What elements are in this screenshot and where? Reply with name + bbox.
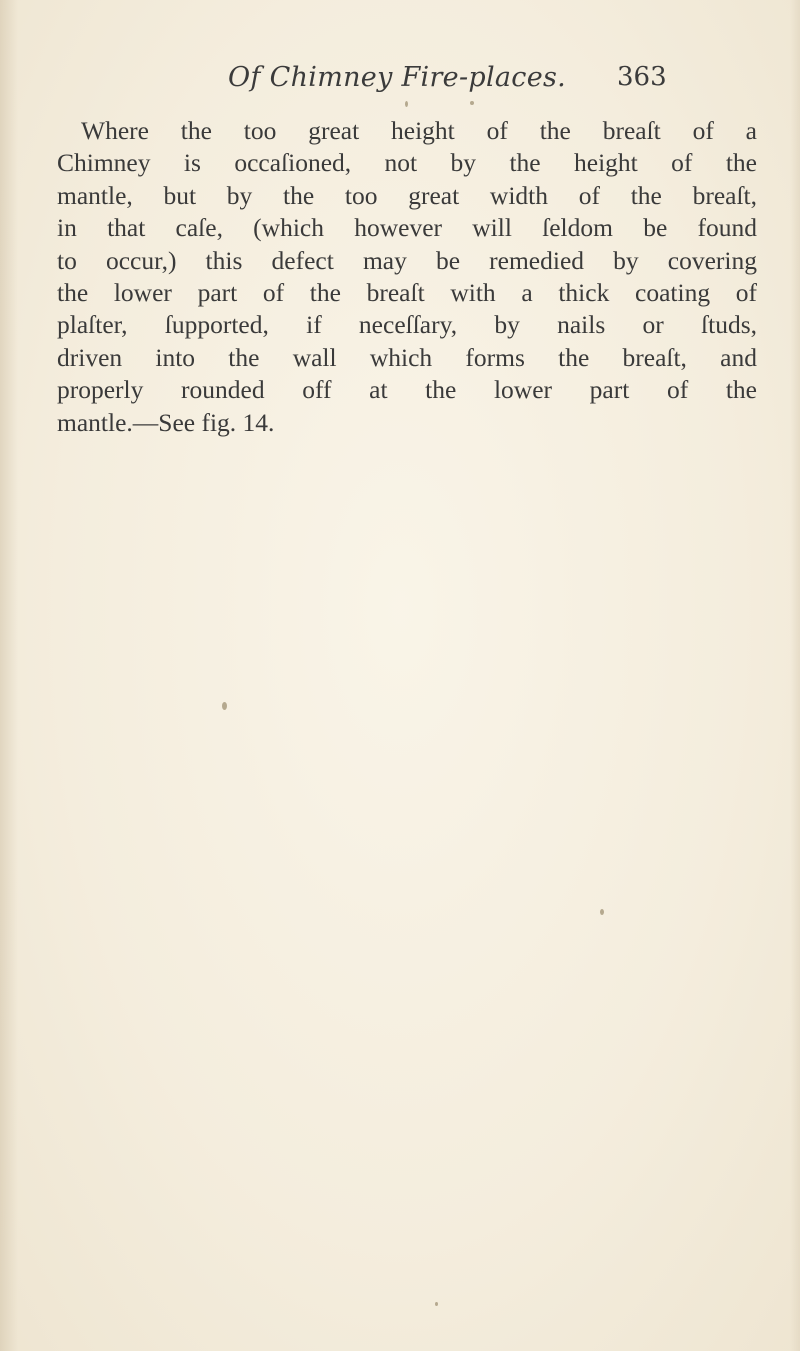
page-edge — [790, 0, 800, 1351]
text-line: plaſter, ſupported, if neceſſary, by nails or ſtuds, — [57, 310, 757, 340]
page-gutter — [0, 0, 18, 1351]
text-line: mantle.—See fig. 14. — [57, 407, 275, 437]
text-line: to occur,) this defect may be remedied by covering — [57, 245, 757, 275]
text-line: properly rounded off at the lower part of the — [57, 375, 757, 405]
text-line: in that caſe, (which however will ſeldom be found — [57, 213, 757, 243]
paragraph — [57, 115, 757, 439]
text-line: driven into the wall which forms the breaſt, and — [57, 342, 757, 372]
running-head — [0, 60, 800, 100]
text-line: mantle, but by the too great width of the breaſt, — [57, 180, 757, 210]
paper-speck — [600, 909, 604, 915]
paper-speck — [435, 1302, 438, 1306]
paper-speck — [405, 101, 408, 107]
text-line: Chimney is occaſioned, not by the height of the — [57, 148, 757, 178]
text-line: the lower part of the breaſt with a thick coating of — [57, 278, 757, 308]
running-head-title: Of Chimney Fire-places. — [228, 62, 567, 93]
text-line: Where the too great height of the breaſt of a — [81, 116, 757, 145]
paper-speck — [222, 702, 227, 710]
page-number: 363 — [617, 62, 667, 92]
paper-speck — [470, 101, 474, 105]
